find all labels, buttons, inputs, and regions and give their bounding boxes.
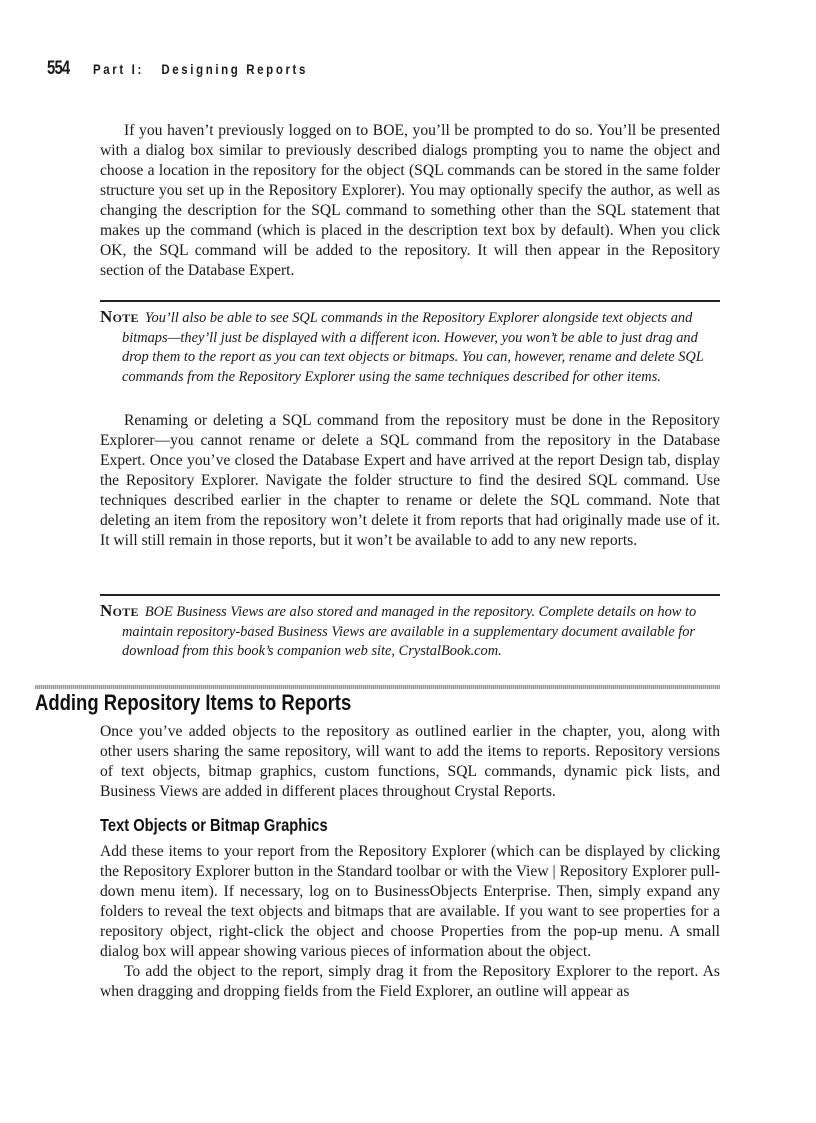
note-label: NOTE — [100, 307, 139, 326]
note-1-text: You’ll also be able to see SQL commands in the Repository Explorer alongside text objects and bitmaps—they’ll just be displayed with a different icon. However, you won’t be able to just drag and drop them to the report as you can text objects or bitmaps. You can, however, rename and delete SQL commands from the Repository Explorer using the same techniques described for other items. — [122, 310, 704, 385]
page-number: 554 — [47, 58, 70, 79]
paragraph-3-block — [100, 722, 720, 802]
running-head — [47, 58, 355, 82]
note-1-text-block — [100, 307, 720, 387]
paragraph-5: To add the object to the report, simply drag it from the Repository Explorer to the report. As when dragging and dropping fields from the Field Explorer, an outline will appear as — [100, 963, 720, 1000]
note-1 — [100, 300, 720, 387]
note-2 — [100, 594, 720, 662]
paragraph-1-block — [100, 121, 720, 281]
paragraph-2: Renaming or deleting a SQL command from the repository must be done in the Repository Explorer—you cannot rename or delete a SQL command from the repository in the Database Expert. Once you’ve closed the Database Expert and have arrived at the report Design tab, display the Repository Explorer. Navigate the folder structure to find the desired SQL command. Use techniques described earlier in the chapter to rename or delete the SQL command. Note that deleting an item from the repository won’t delete it from reports that had originally made use of it. It will still remain in those reports, but it won’t be available to add to any new reports. — [100, 412, 720, 549]
paragraph-1: If you haven’t previously logged on to BOE, you’ll be prompted to do so. You’ll be presented with a dialog box similar to previously described dialogs prompting you to name the object and choose a location in the repository for the object (SQL commands can be stored in the same folder structure you set up in the Repository Explorer). You may optionally specify the author, as well as changing the description for the SQL command to something other than the SQL statement that makes up the command (which is placed in the description text box by default). When you click OK, the SQL command will be added to the repository. It will then appear in the Repository section of the Database Expert. — [100, 122, 720, 279]
note-2-text: BOE Business Views are also stored and managed in the repository. Complete details on how to maintain repository-based Business Views are available in a supplementary document available for download from this book’s companion web site, CrystalBook.com. — [122, 604, 697, 660]
paragraph-3: Once you’ve added objects to the repository as outlined earlier in the chapter, you, along with other users sharing the same repository, will want to add the items to reports. Repository versions of text objects, bitmap graphics, custom functions, SQL commands, dynamic pick lists, and Business Views are added in different places throughout Crystal Reports. — [100, 723, 720, 800]
note-2-text-block — [100, 601, 720, 662]
paragraph-4-block — [100, 842, 720, 1002]
part-title: Part I: Designing Reports — [93, 61, 309, 77]
section-divider — [35, 685, 720, 689]
note-label: NOTE — [100, 601, 139, 620]
subsection-heading: Text Objects or Bitmap Graphics — [100, 815, 328, 835]
section-heading: Adding Repository Items to Reports — [35, 690, 352, 715]
paragraph-4: Add these items to your report from the Repository Explorer (which can be displayed by clicking the Repository Explorer button in the Standard toolbar or with the View | Repository Explorer pull-down menu item). If necessary, log on to BusinessObjects Enterprise. Then, simply expand any folders to reveal the text objects and bitmaps that are available. If you want to see properties for a repository object, right-click the object and choose Properties from the pop-up menu. A small dialog box will appear showing various pieces of information about the object. — [100, 843, 720, 960]
paragraph-2-block — [100, 411, 720, 551]
